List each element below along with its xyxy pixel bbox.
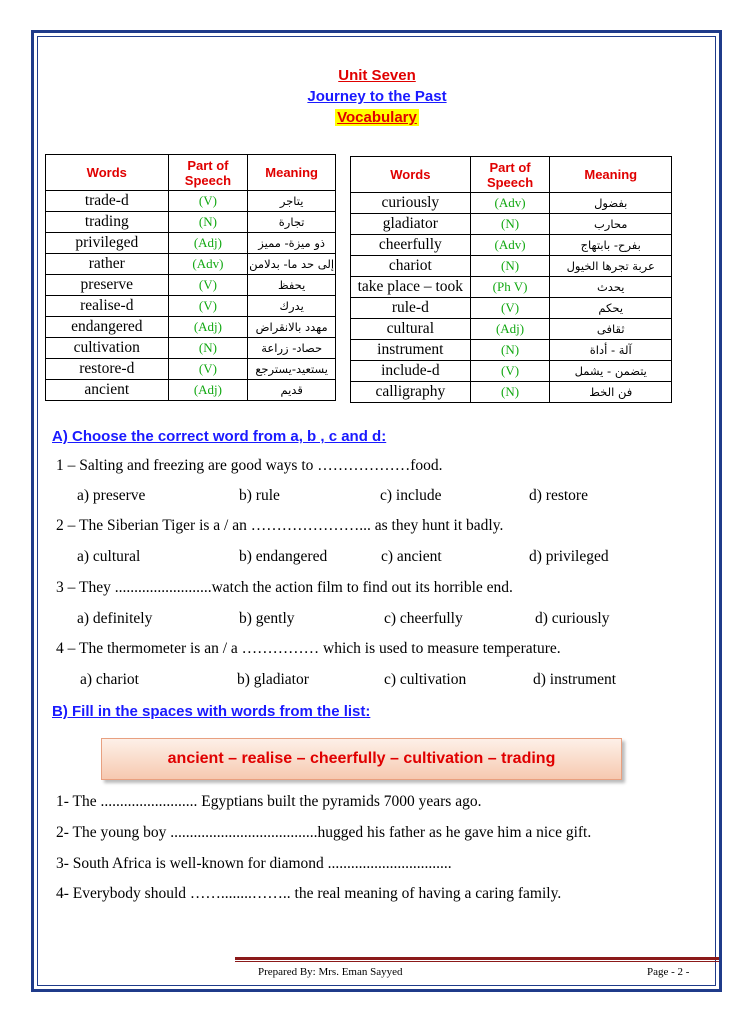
vocab-row <box>351 340 672 361</box>
vocab-row <box>46 317 336 338</box>
pos-cell: (V) <box>470 298 550 319</box>
pos-cell: (N) <box>470 382 550 403</box>
pos-cell: (Adv) <box>470 193 550 214</box>
q3-option-d: d) curiously <box>535 610 610 627</box>
header-meaning: Meaning <box>248 155 336 191</box>
question-2: 2 – The Siberian Tiger is a / an …………………... as they hunt it badly. <box>56 517 504 534</box>
meaning-cell: بفضول <box>550 193 672 214</box>
pos-cell: (V) <box>168 359 248 380</box>
footer-rule <box>235 957 719 960</box>
meaning-cell: عربة تجرها الخيول <box>550 256 672 277</box>
meaning-cell: إلى حد ما- بدلامن <box>248 254 336 275</box>
meaning-cell: يستعيد-يسترجع <box>248 359 336 380</box>
q3-option-c: c) cheerfully <box>384 610 463 627</box>
vocabulary-label: Vocabulary <box>337 109 417 126</box>
q4-option-b: b) gladiator <box>237 671 309 688</box>
meaning-cell: يحفظ <box>248 275 336 296</box>
word-cell: rule-d <box>351 298 471 319</box>
pos-cell: (N) <box>470 256 550 277</box>
vocab-row <box>351 361 672 382</box>
section-title <box>0 108 754 128</box>
pos-cell: (Adj) <box>168 317 248 338</box>
q1-option-a: a) preserve <box>77 487 146 504</box>
header-words: Words <box>351 157 471 193</box>
word-cell: ancient <box>46 380 169 401</box>
word-cell: cultivation <box>46 338 169 359</box>
word-cell: rather <box>46 254 169 275</box>
pos-cell: (Adv) <box>168 254 248 275</box>
meaning-cell: حصاد- زراعة <box>248 338 336 359</box>
section-a-heading: A) Choose the correct word from a, b , c and d: <box>52 428 387 445</box>
pos-cell: (N) <box>470 340 550 361</box>
fill-sentence-4: 4- Everybody should ……........…….. the real meaning of having a caring family. <box>56 885 562 902</box>
pos-cell: (Adj) <box>168 233 248 254</box>
meaning-cell: مهدد بالانقراض <box>248 317 336 338</box>
pos-cell: (Ph V) <box>470 277 550 298</box>
q2-option-c: c) ancient <box>381 548 442 565</box>
word-cell: gladiator <box>351 214 471 235</box>
q3-option-a: a) definitely <box>77 610 153 627</box>
vocab-table-right <box>350 156 672 403</box>
meaning-cell: ذو ميزة- مميز <box>248 233 336 254</box>
meaning-cell: بفرح- بابتهاج <box>550 235 672 256</box>
q4-option-c: c) cultivation <box>384 671 467 688</box>
q4-option-a: a) chariot <box>80 671 139 688</box>
fill-sentence-2: 2- The young boy ......................................hugged his father as he gave him a nice gift. <box>56 824 592 841</box>
meaning-cell: يحدث <box>550 277 672 298</box>
word-cell: take place – took <box>351 277 471 298</box>
pos-cell: (Adj) <box>470 319 550 340</box>
vocab-row <box>46 275 336 296</box>
pos-cell: (V) <box>470 361 550 382</box>
meaning-cell: محارب <box>550 214 672 235</box>
vocab-row <box>46 212 336 233</box>
pos-cell: (Adv) <box>470 235 550 256</box>
footer-author: Prepared By: Mrs. Eman Sayyed <box>258 966 403 978</box>
vocab-row <box>46 296 336 317</box>
lesson-title: Journey to the Past <box>307 88 447 105</box>
meaning-cell: ثقافى <box>550 319 672 340</box>
word-cell: include-d <box>351 361 471 382</box>
question-1: 1 – Salting and freezing are good ways to ………………food. <box>56 457 443 474</box>
word-cell: calligraphy <box>351 382 471 403</box>
word-cell: restore-d <box>46 359 169 380</box>
vocab-row <box>351 214 672 235</box>
q2-option-a: a) cultural <box>77 548 141 565</box>
word-cell: privileged <box>46 233 169 254</box>
fill-sentence-1: 1- The ......................... Egyptians built the pyramids 7000 years ago. <box>56 793 482 810</box>
unit-title: Unit Seven <box>338 67 416 84</box>
word-cell: cheerfully <box>351 235 471 256</box>
meaning-cell: قديم <box>248 380 336 401</box>
q2-option-d: d) privileged <box>529 548 609 565</box>
header-meaning: Meaning <box>550 157 672 193</box>
word-cell: cultural <box>351 319 471 340</box>
header-pos: Part of Speech <box>168 155 248 191</box>
vocab-row <box>351 235 672 256</box>
word-cell: instrument <box>351 340 471 361</box>
pos-cell: (N) <box>168 338 248 359</box>
vocab-row <box>351 319 672 340</box>
pos-cell: (V) <box>168 275 248 296</box>
word-cell: curiously <box>351 193 471 214</box>
vocab-row <box>351 277 672 298</box>
footer-rule-thin <box>235 961 719 962</box>
footer-page-number: Page - 2 - <box>647 966 690 978</box>
question-3: 3 – They .........................watch the action film to find out its horrible end. <box>56 579 513 596</box>
pos-cell: (V) <box>168 191 248 212</box>
word-cell: trade-d <box>46 191 169 212</box>
meaning-cell: يتاجر <box>248 191 336 212</box>
vocab-row <box>351 298 672 319</box>
vocab-table-left <box>45 154 336 401</box>
meaning-cell: آلة - أداة <box>550 340 672 361</box>
word-cell: trading <box>46 212 169 233</box>
vocab-row <box>46 338 336 359</box>
vocab-row <box>351 193 672 214</box>
q1-option-d: d) restore <box>529 487 588 504</box>
question-4: 4 – The thermometer is an / a …………… which is used to measure temperature. <box>56 640 561 657</box>
header-pos: Part of Speech <box>470 157 550 193</box>
pos-cell: (N) <box>470 214 550 235</box>
header-words: Words <box>46 155 169 191</box>
pos-cell: (N) <box>168 212 248 233</box>
meaning-cell: تجارة <box>248 212 336 233</box>
section-b-heading: B) Fill in the spaces with words from the list: <box>52 703 371 720</box>
q1-option-b: b) rule <box>239 487 280 504</box>
meaning-cell: فن الخط <box>550 382 672 403</box>
vocab-row <box>46 233 336 254</box>
q1-option-c: c) include <box>380 487 442 504</box>
word-cell: chariot <box>351 256 471 277</box>
q3-option-b: b) gently <box>239 610 295 627</box>
word-list-box: ancient – realise – cheerfully – cultivation – trading <box>101 738 622 780</box>
meaning-cell: يحكم <box>550 298 672 319</box>
meaning-cell: يتضمن - يشمل <box>550 361 672 382</box>
meaning-cell: يدرك <box>248 296 336 317</box>
word-cell: realise-d <box>46 296 169 317</box>
pos-cell: (V) <box>168 296 248 317</box>
fill-sentence-3: 3- South Africa is well-known for diamond ................................ <box>56 855 452 872</box>
vocab-row <box>46 359 336 380</box>
pos-cell: (Adj) <box>168 380 248 401</box>
vocab-row <box>351 256 672 277</box>
vocab-row <box>46 191 336 212</box>
vocab-row <box>46 254 336 275</box>
q2-option-b: b) endangered <box>239 548 328 565</box>
word-cell: preserve <box>46 275 169 296</box>
vocab-row <box>351 382 672 403</box>
q4-option-d: d) instrument <box>533 671 617 688</box>
vocab-row <box>46 380 336 401</box>
word-cell: endangered <box>46 317 169 338</box>
